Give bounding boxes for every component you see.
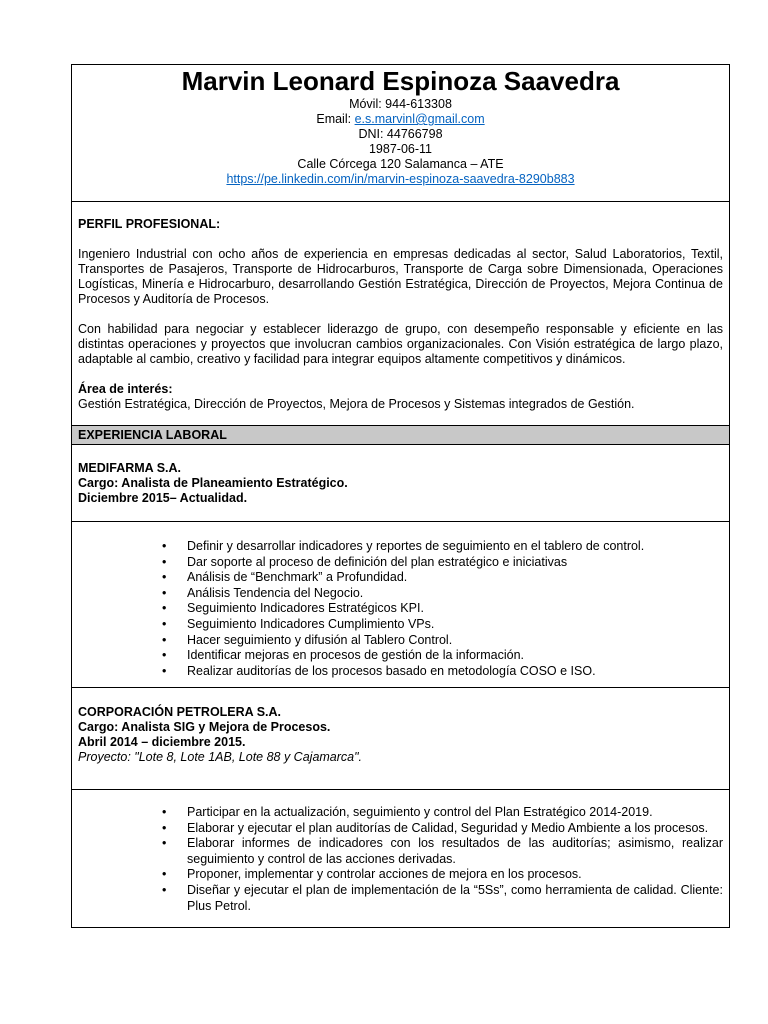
job-project: Proyecto: "Lote 8, Lote 1AB, Lote 88 y Cajamarca".	[78, 750, 363, 764]
linkedin-link[interactable]: https://pe.linkedin.com/in/marvin-espinoza-saavedra-8290b883	[226, 172, 575, 186]
list-item: • Análisis de “Benchmark” a Profundidad.	[72, 570, 729, 586]
job-company: CORPORACIÓN PETROLERA S.A.	[78, 705, 282, 719]
cv-header	[72, 65, 729, 202]
interest-text: Gestión Estratégica, Dirección de Proyectos, Mejora de Procesos y Sistemas integrados de Gestión.	[78, 397, 635, 411]
list-item: • Seguimiento Indicadores Estratégicos KPI.	[72, 601, 729, 617]
job-period: Abril 2014 – diciembre 2015.	[78, 735, 246, 749]
job-header-1	[72, 445, 729, 522]
job-tasks-2	[72, 790, 729, 929]
job-role: Cargo: Analista SIG y Mejora de Procesos.	[78, 720, 331, 734]
phone: Móvil: 944-613308	[349, 97, 452, 111]
address: Calle Córcega 120 Salamanca – ATE	[297, 157, 504, 171]
list-item: • Participar en la actualización, seguimiento y control del Plan Estratégico 2014-2019.	[72, 805, 729, 821]
perfil-lead: Ingeniero Industrial	[78, 247, 187, 261]
job-tasks-1	[72, 522, 729, 688]
list-item: • Elaborar informes de indicadores con los resultados de las auditorías; asimismo, realizar seguimiento y control de las acciones derivadas.	[72, 836, 729, 867]
perfil-section	[72, 202, 729, 426]
list-item: • Hacer seguimiento y difusión al Tablero Control.	[72, 633, 729, 649]
perfil-paragraph-2: Con habilidad para negociar y establecer liderazgo de grupo, con desempeño responsable y eficiente en las distintas operaciones y proyectos que involucran cambios organizacionales. Con Visión estratégica de largo plazo, adaptable al cambio, creativo y facilidad para integrar equipos altamente competitivos y dinámicos.	[78, 322, 723, 366]
dni: DNI: 44766798	[358, 127, 443, 141]
perfil-title: PERFIL PROFESIONAL:	[78, 217, 221, 231]
cv-frame	[71, 64, 730, 928]
experiencia-heading: EXPERIENCIA LABORAL	[72, 426, 729, 445]
perfil-paragraph-1	[78, 247, 723, 307]
email-line	[72, 112, 729, 127]
job-period: Diciembre 2015– Actualidad.	[78, 491, 248, 505]
list-item: • Diseñar y ejecutar el plan de implementación de la “5Ss”, como herramienta de calidad. Cliente: Plus Petrol.	[72, 883, 729, 914]
email-label: Email:	[316, 112, 355, 126]
job-role: Cargo: Analista de Planeamiento Estratégico.	[78, 476, 348, 490]
perfil-body: con ocho años de experiencia en empresas dedicadas al sector, Salud Laboratorios, Textil, Transportes de Pasajeros, Transporte de Hidrocarburos, Transporte de Carga sobre Dimensionada, Operaciones Logísticas, Minería e Hidrocarburo, desarrollando Gestión Estratégica, Dirección de Proyectos, Mejora Continua de Procesos y Auditoría de Procesos.	[78, 247, 723, 306]
list-item: • Proponer, implementar y controlar acciones de mejora en los procesos.	[72, 867, 729, 883]
list-item: • Definir y desarrollar indicadores y reportes de seguimiento en el tablero de control.	[72, 539, 729, 555]
job-header-2	[72, 688, 729, 790]
candidate-name: Marvin Leonard Espinoza Saavedra	[181, 66, 620, 96]
email-link[interactable]: e.s.marvinl@gmail.com	[354, 112, 485, 126]
list-item: • Análisis Tendencia del Negocio.	[72, 586, 729, 602]
list-item: • Dar soporte al proceso de definición del plan estratégico e iniciativas	[72, 555, 729, 571]
list-item: • Seguimiento Indicadores Cumplimiento VPs.	[72, 617, 729, 633]
interest-title: Área de interés:	[78, 382, 173, 396]
list-item: • Realizar auditorías de los procesos basado en metodología COSO e ISO.	[72, 664, 729, 680]
job-company: MEDIFARMA S.A.	[78, 461, 182, 475]
list-item: • Identificar mejoras en procesos de gestión de la información.	[72, 648, 729, 664]
list-item: • Elaborar y ejecutar el plan auditorías de Calidad, Seguridad y Medio Ambiente a los procesos.	[72, 821, 729, 837]
birth-date: 1987-06-11	[368, 142, 432, 156]
